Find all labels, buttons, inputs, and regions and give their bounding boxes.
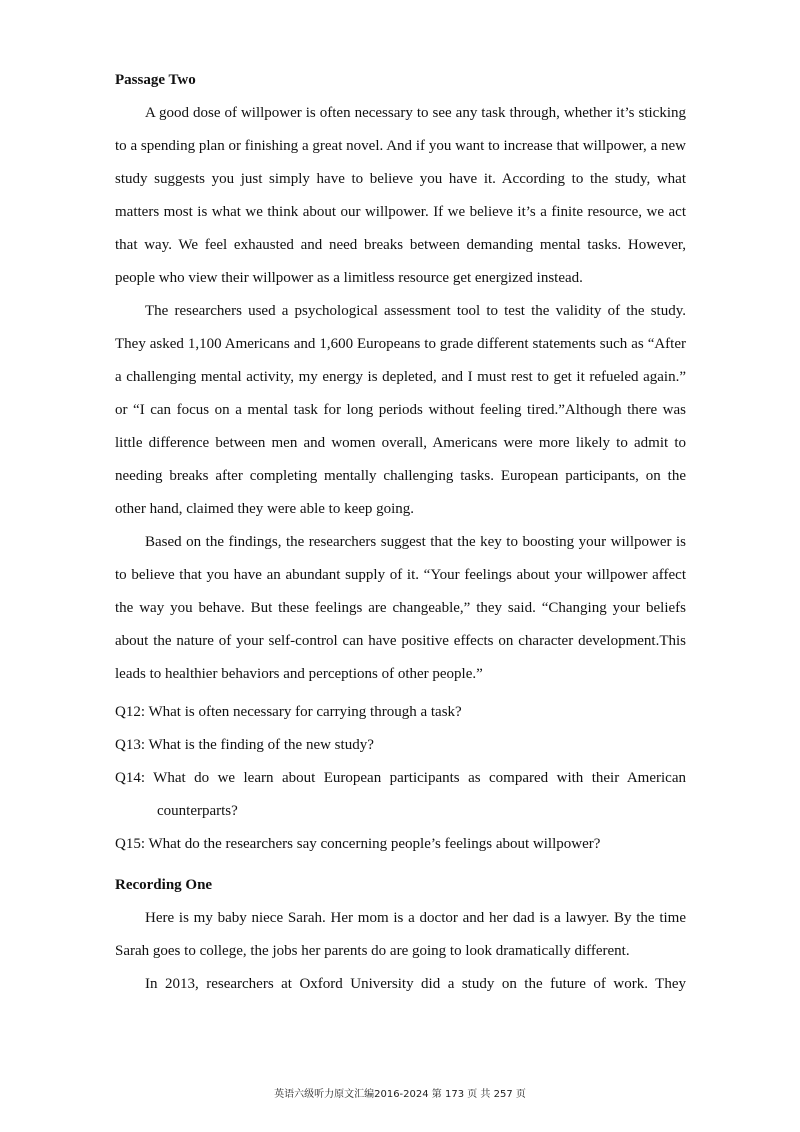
question-q15: Q15: What do the researchers say concerning people’s feelings about willpower? — [115, 836, 601, 852]
passage-two-heading: Passage Two — [115, 72, 196, 88]
page-footer: 英语六级听力原文汇编2016-2024 第 173 页 共 257 页 — [274, 1089, 526, 1100]
question-q13: Q13: What is the finding of the new study? — [115, 737, 374, 753]
document-page — [115, 64, 686, 1001]
recording-paragraph-1: Here is my baby niece Sarah. Her mom is a doctor and her dad is a lawyer. By the time Sarah goes to college, the jobs her parents do are going to look dramatically different. — [115, 910, 686, 959]
recording-one-heading: Recording One — [115, 877, 213, 893]
passage-paragraph-2: The researchers used a psychological assessment tool to test the validity of the study. They asked 1,100 Americans and 1,600 Europeans to grade different statements such as “After a challenging mental activity, my energy is depleted, and I must rest to get it refueled again.” or “I can focus on a mental task for long periods without feeling tired.”Although there was little difference between men and women overall, Americans were more likely to admit to needing breaks after completing mentally challenging tasks. European participants, on the other hand, claimed they were able to keep going. — [115, 303, 686, 517]
question-q14: Q14: What do we learn about European participants as compared with their American counterparts? — [115, 770, 686, 819]
recording-paragraph-2: In 2013, researchers at Oxford University did a study on the future of work. They — [145, 976, 686, 992]
section-gap — [115, 861, 686, 869]
passage-paragraph-3: Based on the findings, the researchers suggest that the key to boosting your willpower is to believe that you have an abundant supply of it. “Your feelings about your willpower affect the way you behave. But these feelings are changeable,” they said. “Changing your beliefs about the nature of your self-control can have positive effects on character development.This leads to healthier behaviors and perceptions of other people.” — [115, 534, 686, 682]
question-q12: Q12: What is often necessary for carrying through a task? — [115, 704, 462, 720]
question-list — [115, 696, 686, 861]
passage-paragraph-1: A good dose of willpower is often necessary to see any task through, whether it’s sticking to a spending plan or finishing a great novel. And if you want to increase that willpower, a new study suggests you just simply have to believe you have it. According to the study, what matters most is what we think about our willpower. If we believe it’s a finite resource, we act that way. We feel exhausted and need breaks between demanding mental tasks. However, people who view their willpower as a limitless resource get energized instead. — [115, 105, 686, 286]
